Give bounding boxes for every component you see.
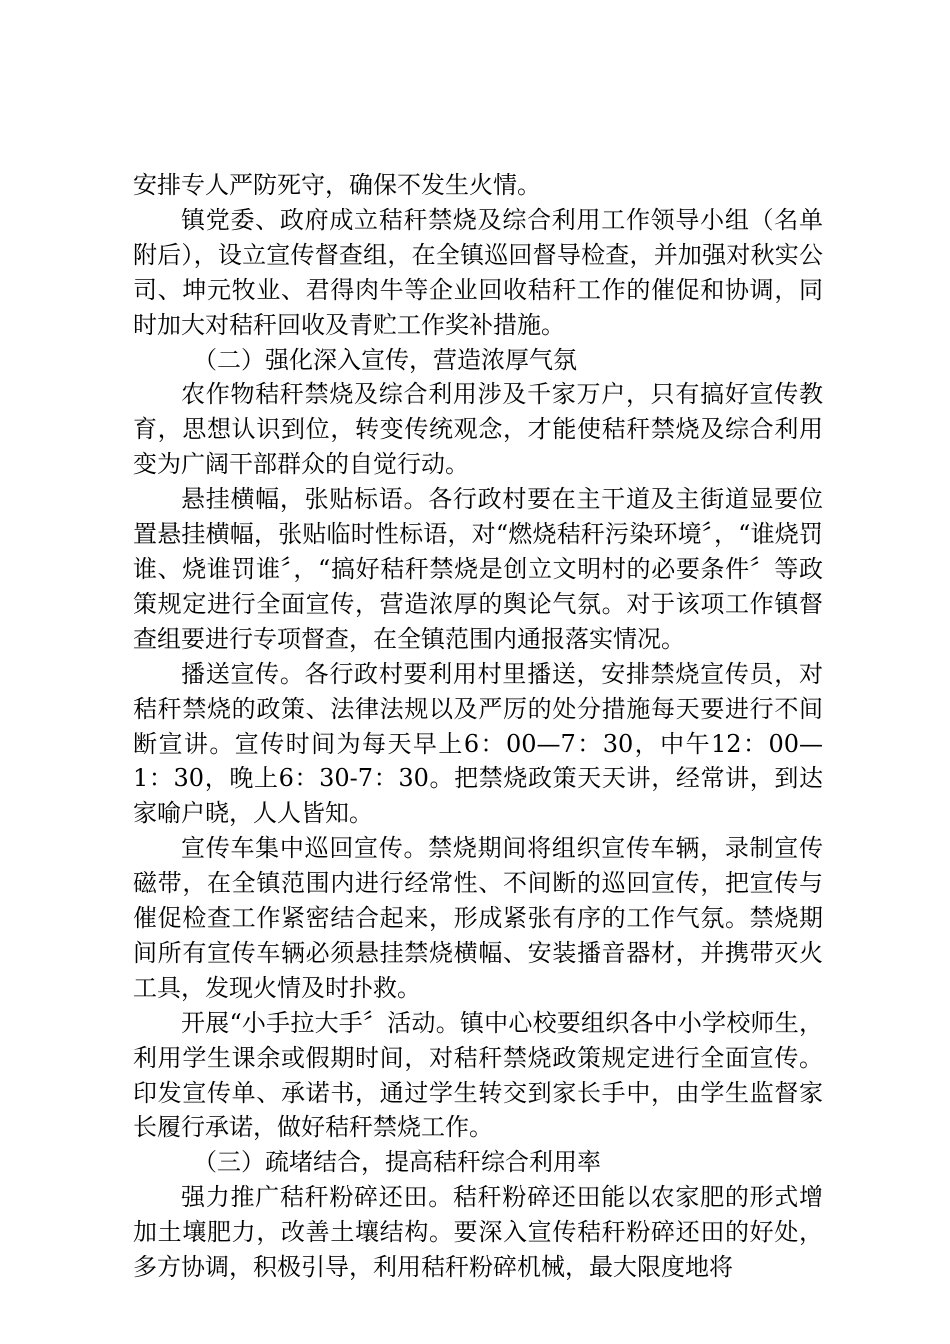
paragraph-publicity-vehicles: 宣传车集中巡回宣传。禁烧期间将组织宣传车辆，录制宣传磁带，在全镇范围内进行经常性、不间断的巡回宣传，把宣传与催促检查工作紧密结合起来，形成紧张有序的工作气氛。禁烧期间所有宣传车辆必须悬挂禁烧横幅、安装播音器材，并携带灭火工具，发现火情及时扑救。 bbox=[133, 834, 823, 1002]
paragraph-broadcast: 播送宣传。各行政村要利用村里播送，安排禁烧宣传员，对秸秆禁烧的政策、法律法规以及严厉的处分措施每天要进行不间断宣讲。宣传时间为每天早上6：00—7：30，中午12：00—1：30，晚上6：30-7：30。把禁烧政策天天讲，经常讲，到达家喻户晓，人人皆知。 bbox=[133, 659, 823, 828]
section-heading-2: （二）强化深入宣传，营造浓厚气氛 bbox=[193, 345, 577, 374]
paragraph-small-hands: 开展“小手拉大手〞活动。镇中心校要组织各中小学校师生，利用学生课余或假期时间，对秸秆禁烧政策规定进行全面宣传。印发宣传单、承诺书，通过学生转交到家长手中，由学生监督家长履行承诺，做好秸秆禁烧工作。 bbox=[133, 1008, 823, 1142]
document-page bbox=[133, 168, 823, 1285]
paragraph-continuation: 安排专人严防死守，确保不发生火情。 bbox=[133, 171, 541, 199]
paragraph-publicity-intro: 农作物秸秆禁烧及综合利用涉及千家万户，只有搞好宣传教育，思想认识到位，转变传统观念，才能使秸秆禁烧及综合利用变为广阔干部群众的自觉行动。 bbox=[133, 380, 823, 479]
paragraph-banners-slogans: 悬挂横幅，张贴标语。各行政村要在主干道及主街道显要位置悬挂横幅，张贴临时性标语，对“燃烧秸秆污染环境〞，“谁烧罚谁、烧谁罚谁〞，“搞好秸秆禁烧是创立文明村的必要条件〞等政策规定进行全面宣传，营造浓厚的舆论气氛。对于该项工作镇督查组要进行专项督查，在全镇范围内通报落实情况。 bbox=[133, 485, 823, 653]
section-heading-3: （三）疏堵结合，提高秸秆综合利用率 bbox=[193, 1148, 601, 1177]
paragraph-leadership-group: 镇党委、政府成立秸秆禁烧及综合利用工作领导小组（名单附后），设立宣传督查组，在全镇巡回督导检查，并加强对秋实公司、坤元牧业、君得肉牛等企业回收秸秆工作的催促和协调，同时加大对秸秆回收及青贮工作奖补措施。 bbox=[133, 205, 823, 339]
paragraph-straw-return: 强力推广秸秆粉碎还田。秸秆粉碎还田能以农家肥的形式增加土壤肥力，改善土壤结构。要深入宣传秸秆粉碎还田的好处，多方协调，积极引导，利用秸秆粉碎机械，最大限度地将 bbox=[133, 1183, 823, 1282]
